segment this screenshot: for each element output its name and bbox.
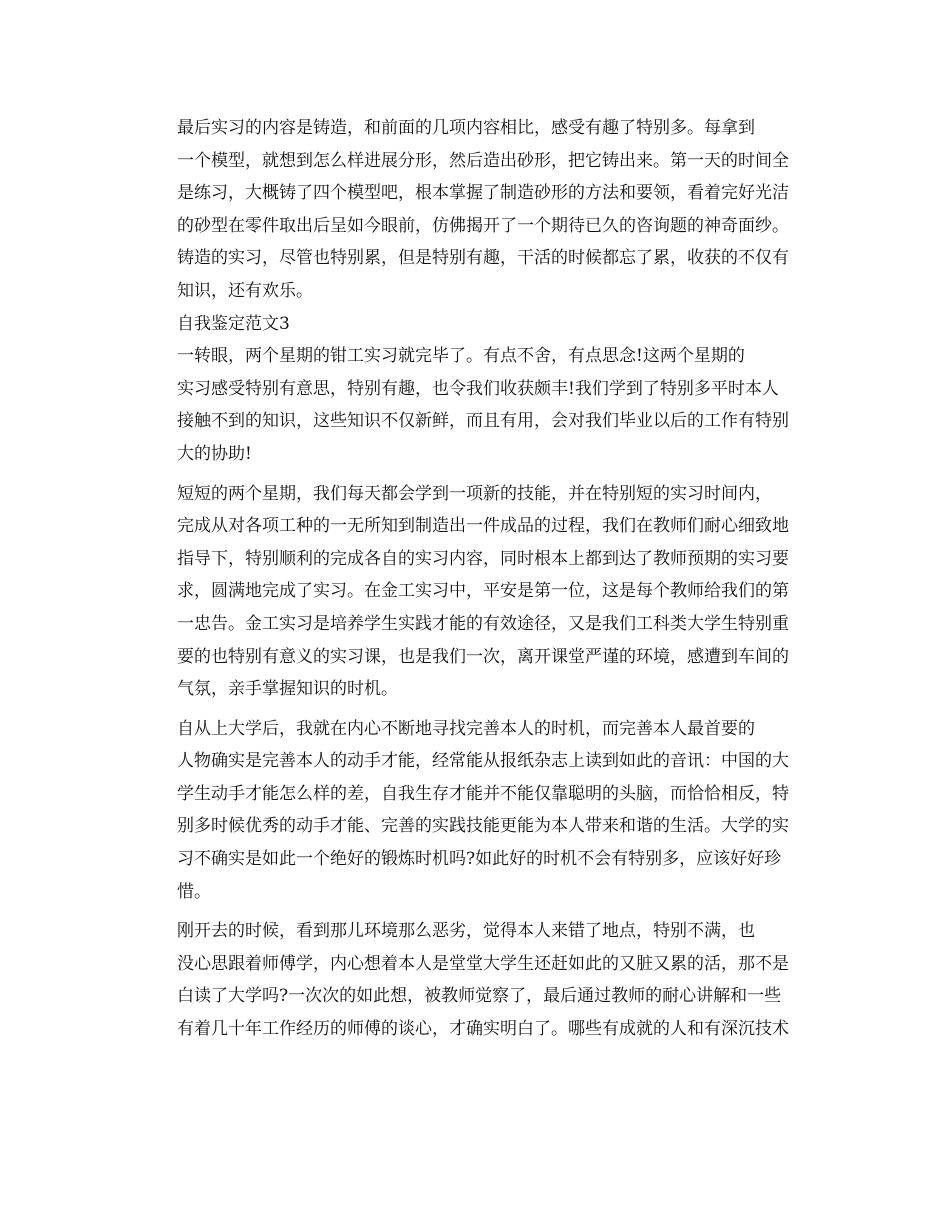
text-line: 要的也特别有意义的实习课，也是我们一次，离开课堂严谨的环境，感遭到车间的 [177, 646, 789, 667]
text-line: 短短的两个星期，我们每天都会学到一项新的技能，并在特别短的实习时间内， [177, 483, 772, 504]
text-line: 气氛，亲手掌握知识的时机。 [177, 679, 398, 700]
document-page [143, 112, 809, 1046]
paragraph-two-weeks [143, 478, 809, 706]
text-line: 有着几十年工作经历的师傅的谈心，才确实明白了。哪些有成就的人和有深沉技术 [177, 1019, 789, 1040]
text-line: 一个模型，就想到怎么样进展分形，然后造出砂形，把它铸出来。第一天的时间全 [177, 150, 789, 171]
text-line: 接触不到的知识，这些知识不仅新鲜，而且有用，会对我们毕业以后的工作有特别 [177, 411, 789, 432]
text-line: 最后实习的内容是铸造，和前面的几项内容相比，感受有趣了特别多。每拿到 [177, 118, 755, 138]
text-line: 完成从对各项工种的一无所知到制造出一件成品的过程，我们在教师们耐心细致地 [177, 516, 789, 537]
text-line: 没心思跟着师傅学，内心想着本人是堂堂大学生还赶如此的又脏又累的活，那不是 [177, 953, 789, 974]
text-line: 白读了大学吗?一次次的如此想，被教师觉察了，最后通过教师的耐心讲解和一些 [177, 986, 782, 1007]
text-line: 的砂型在零件取出后呈如今眼前，仿佛揭开了一个期待已久的咨询题的神奇面纱。 [177, 215, 789, 236]
heading-text: 自我鉴定范文3 [177, 313, 290, 334]
text-line: 求，圆满地完成了实习。在金工实习中，平安是第一位，这是每个教师给我们的第 [177, 581, 789, 602]
text-line: 实习感受特别有意思，特别有趣，也令我们收获颇丰!我们学到了特别多平时本人 [177, 378, 779, 399]
text-line: 刚开去的时候，看到那儿环境那么恶劣，觉得本人来错了地点，特别不满，也 [177, 921, 755, 942]
paragraph-casting [143, 112, 809, 308]
paragraph-first-days [143, 915, 809, 1045]
text-line: 知识，还有欢乐。 [177, 280, 313, 301]
text-line: 指导下，特别顺利的完成各自的实习内容，同时根本上都到达了教师预期的实习要 [177, 548, 789, 569]
text-line: 一转眼，两个星期的钳工实习就完毕了。有点不舍，有点思念!这两个星期的 [177, 346, 745, 367]
section-heading [143, 308, 809, 341]
text-line: 学生动手才能怎么样的差，自我生存才能并不能仅靠聪明的头脑，而恰恰相反，特 [177, 783, 789, 804]
text-line: 习不确实是如此一个绝好的锻炼时机吗?如此好的时机不会有特别多，应该好好珍 [177, 849, 782, 870]
text-line: 大的协助! [177, 443, 252, 464]
paragraph-intro [143, 340, 809, 470]
paragraph-university [143, 713, 809, 909]
text-line: 别多时候优秀的动手才能、完善的实践技能更能为本人带来和谐的生活。大学的实 [177, 816, 789, 837]
text-line: 一忠告。金工实习是培养学生实践才能的有效途径，又是我们工科类大学生特别重 [177, 613, 789, 634]
text-line: 铸造的实习，尽管也特别累，但是特别有趣，干活的时候都忘了累，收获的不仅有 [177, 248, 789, 269]
text-line: 自从上大学后，我就在内心不断地寻找完善本人的时机，而完善本人最首要的 [177, 718, 755, 739]
text-line: 惜。 [177, 881, 211, 902]
text-line: 人物确实是完善本人的动手才能，经常能从报纸杂志上读到如此的音讯：中国的大 [177, 751, 789, 772]
text-line: 是练习，大概铸了四个模型吧，根本掌握了制造砂形的方法和要领，看着完好光洁 [177, 183, 789, 204]
